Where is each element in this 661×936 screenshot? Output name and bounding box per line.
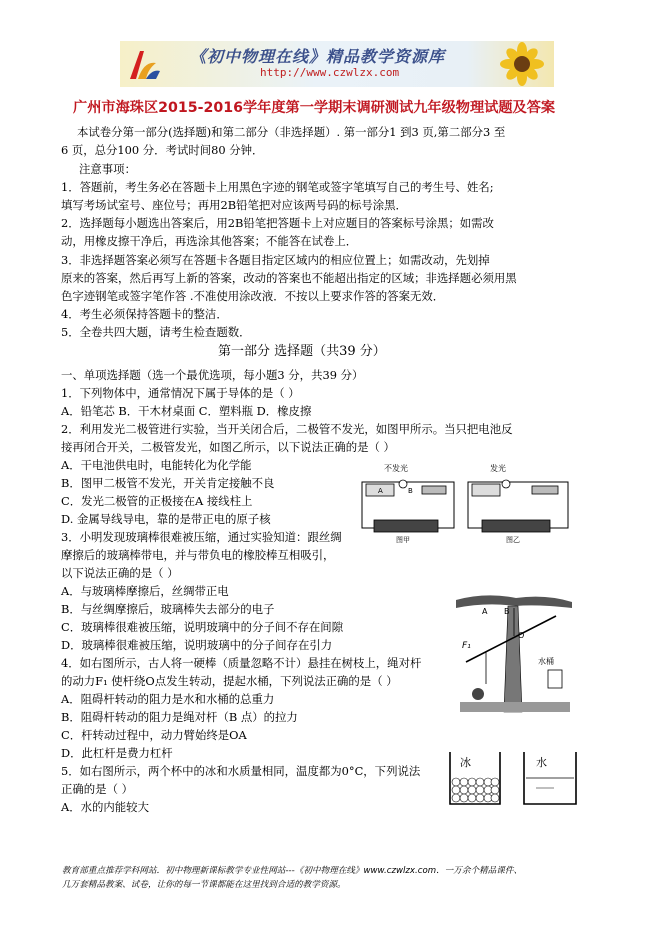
question-line: 接再闭合开关，二极管发光，如图乙所示，以下说法正确的是（ ） [61, 440, 395, 454]
cups-figure [444, 748, 584, 808]
question-line: D．此杠杆是费力杠杆 [61, 746, 173, 760]
lever-point-b: B [504, 607, 510, 616]
footer-line: 教育部重点推荐学科网站．初中物理新课标教学专业性网站---《初中物理在线》www.czwlzx.com．一万余个精品课件、 [62, 866, 523, 876]
intro-line: 色字迹钢笔或签字笔作答 .不准使用涂改液．不按以上要求作答的答案无效． [61, 289, 445, 303]
water-cup [524, 752, 576, 804]
question-line: A．铅笔芯 B．干木材桌面 C．塑料瓶 D．橡皮擦 [61, 404, 312, 418]
lever-point-o: O [518, 631, 525, 640]
circuit-b-label: 发光 [490, 464, 506, 473]
question-line: D．玻璃棒很难被压缩，说明玻璃中的分子间存在引力 [61, 638, 333, 652]
document-title: 广州市海珠区2015-2016学年度第一学期末调研测试九年级物理试题及答案 [73, 100, 556, 116]
intro-line: 本试卷分第一部分(选择题)和第二部分（非选择题）. 第一部分1 到3 页,第二部分3 至 [77, 125, 506, 139]
question-line: 4．如右图所示，古人将一硬棒（质量忽略不计）悬挂在树枝上，绳对杆 [61, 656, 422, 670]
sunflower-icon [492, 41, 552, 87]
circuit-diagram-a [362, 463, 454, 544]
question-line: B．与丝绸摩擦后，玻璃棒失去部分的电子 [61, 602, 275, 616]
force-label: F₁ [462, 641, 471, 651]
intro-line: 6 页，总分100 分．考试时间80 分钟． [61, 143, 264, 157]
question-line: 摩擦后的玻璃棒带电，并与带负电的橡胶棒互相吸引， [61, 548, 335, 562]
question-line: A．干电池供电时，电能转化为化学能 [61, 458, 252, 472]
question-line: B．阻碍杆转动的阻力是绳对杆（B 点）的拉力 [61, 710, 298, 724]
point-b-label: B [408, 487, 413, 495]
lever-point-a: A [482, 607, 488, 616]
circuit-b-caption: 图乙 [506, 536, 520, 544]
question-line: C．发光二极管的正极接在A 接线柱上 [61, 494, 253, 508]
section-title: 第一部分 选择题（共39 分） [218, 344, 386, 359]
question-line: 一、单项选择题（选一个最优选项，每小题3 分，共39 分） [61, 368, 364, 382]
intro-line: 动，用橡皮擦干净后，再选涂其他答案；不能答在试卷上． [61, 234, 358, 248]
circuit-a-label: 不发光 [384, 464, 408, 473]
question-line: 3．小明发现玻璃棒很难被压缩，通过实验知道：跟丝绸 [61, 530, 342, 544]
ice-label: 冰 [460, 756, 471, 769]
question-line: B．图甲二极管不发光，开关肯定接触不良 [61, 476, 275, 490]
question-line: A．水的内能较大 [61, 800, 149, 814]
question-line: 以下说法正确的是（ ） [61, 566, 179, 580]
intro-line: 2．选择题每小题选出答案后，用2B铅笔把答题卡上对应题目的答案标号涂黑；如需改 [61, 216, 494, 230]
question-line: C．杆转动过程中，动力臂始终是OA [61, 728, 247, 742]
intro-line: 原来的答案，然后再写上新的答案，改动的答案也不能超出指定的区域；非选择题必须用黑 [61, 271, 517, 285]
circuit-a-caption: 图甲 [396, 536, 410, 544]
intro-line: 填写考场试室号、座位号；再用2B铅笔把对应该两号码的标号涂黑． [61, 198, 407, 212]
question-line: A．阻碍杆转动的阻力是水和水桶的总重力 [61, 692, 275, 706]
lever-figure [456, 592, 574, 718]
banner-title: 《初中物理在线》精品教学资源库 [190, 47, 446, 66]
question-line: 1．下列物体中，通常情况下属于导体的是（ ） [61, 386, 300, 400]
point-a-label: A [378, 487, 383, 495]
intro-line: 5．全卷共四大题，请考生检查题数． [61, 325, 251, 339]
question-line: 正确的是（ ） [61, 782, 133, 796]
question-line: 5．如右图所示，两个杯中的冰和水质量相同，温度都为0°C，下列说法 [61, 764, 421, 778]
footer-line: 几万套精品教案、试卷，让你的每一节课都能在这里找到合适的教学资源。 [62, 880, 346, 890]
intro-line: 3．非选择题答案必须写在答题卡各题目指定区域内的相应位置上；如需改动，先划掉 [61, 253, 490, 267]
notes-heading: 注意事项： [79, 162, 136, 176]
header-banner [120, 41, 554, 87]
water-label: 水 [536, 756, 547, 769]
question-line: C．玻璃棒很难被压缩，说明玻璃中的分子间不存在间隙 [61, 620, 344, 634]
site-logo-icon [126, 45, 162, 83]
question-line: 的动力F₁ 使杆绕O点发生转动，提起水桶，下列说法正确的是（ ） [61, 674, 398, 688]
question-line: A．与玻璃棒摩擦后，丝绸带正电 [61, 584, 229, 598]
circuit-diagram-b [468, 463, 568, 544]
intro-line: 1．答题前，考生务必在答题卡上用黑色字迹的钢笔或签字笔填写自己的考生号、姓名; [61, 180, 494, 194]
banner-url[interactable]: http://www.czwlzx.com [260, 66, 400, 79]
question-line: D. 金属导线导电，靠的是带正电的原子核 [61, 512, 271, 526]
circuit-figures [356, 462, 574, 544]
ice-cup [450, 752, 500, 804]
question-line: 2．利用发光二极管进行实验，当开关闭合后，二极管不发光，如图甲所示。当只把电池反 [61, 422, 513, 436]
bucket-label: 水桶 [538, 657, 554, 666]
intro-line: 4．考生必须保持答题卡的整洁． [61, 307, 228, 321]
